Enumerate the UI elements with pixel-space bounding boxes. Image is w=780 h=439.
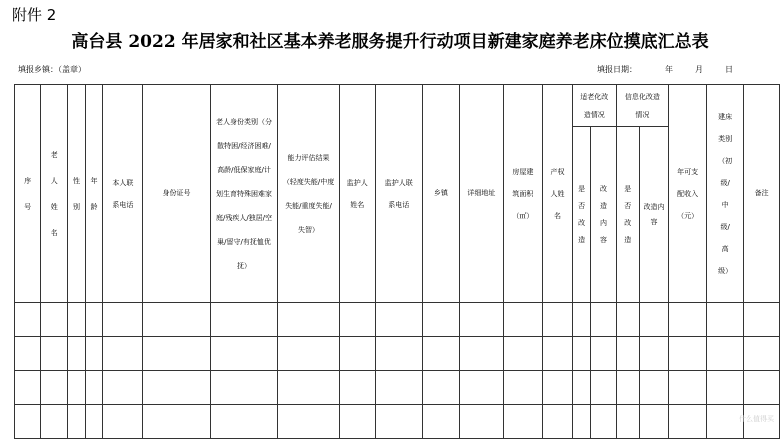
table-cell[interactable] (375, 303, 422, 337)
header-income: 年可支配收入（元） (669, 85, 707, 303)
table-cell[interactable] (639, 337, 668, 371)
fill-date (597, 64, 733, 75)
table-cell[interactable] (707, 303, 744, 337)
table-cell[interactable] (210, 303, 278, 337)
table-cell[interactable] (707, 337, 744, 371)
header-id-no: 身份证号 (143, 85, 210, 303)
table-cell[interactable] (375, 405, 422, 439)
header-assessment: 能力评估结果（轻度失能/中度失能/重度失能/失智） (278, 85, 339, 303)
header-info-mod-group: 信息化改造情况 (616, 85, 669, 127)
table-cell[interactable] (639, 371, 668, 405)
table-cell[interactable] (460, 303, 503, 337)
table-cell[interactable] (375, 337, 422, 371)
table-cell[interactable] (543, 337, 573, 371)
table-cell[interactable] (744, 303, 780, 337)
table-cell[interactable] (210, 337, 278, 371)
table-cell[interactable] (143, 337, 210, 371)
fill-date-day: 日 (725, 65, 733, 74)
header-elder-name: 老人姓名 (41, 85, 68, 303)
table-cell[interactable] (460, 405, 503, 439)
table-cell[interactable] (616, 405, 639, 439)
survey-table (14, 84, 780, 439)
table-cell[interactable] (339, 303, 375, 337)
table-cell[interactable] (591, 405, 616, 439)
table-cell[interactable] (591, 337, 616, 371)
table-cell[interactable] (572, 303, 591, 337)
table-cell[interactable] (543, 371, 573, 405)
header-aging-mod-group: 适老化改造情况 (572, 85, 616, 127)
table-row (15, 337, 780, 371)
table-cell[interactable] (639, 303, 668, 337)
table-cell[interactable] (103, 337, 143, 371)
table-cell[interactable] (503, 303, 543, 337)
table-cell[interactable] (41, 405, 68, 439)
table-cell[interactable] (339, 405, 375, 439)
table-cell[interactable] (41, 337, 68, 371)
header-age: 年龄 (85, 85, 103, 303)
table-cell[interactable] (278, 405, 339, 439)
fill-date-month: 月 (695, 65, 703, 74)
header-info-mod-content: 改造内容 (639, 127, 668, 303)
page-title: 高台县 2022 年居家和社区基本养老服务提升行动项目新建家庭养老床位摸底汇总表 (71, 32, 709, 52)
table-cell[interactable] (744, 337, 780, 371)
table-cell[interactable] (278, 371, 339, 405)
table-cell[interactable] (616, 337, 639, 371)
table-cell[interactable] (278, 337, 339, 371)
table-cell[interactable] (591, 371, 616, 405)
table-cell[interactable] (103, 303, 143, 337)
table-cell[interactable] (68, 405, 86, 439)
table-cell[interactable] (707, 371, 744, 405)
table-cell[interactable] (15, 337, 41, 371)
table-cell[interactable] (422, 371, 460, 405)
table-cell[interactable] (143, 405, 210, 439)
table-cell[interactable] (85, 337, 103, 371)
table-cell[interactable] (669, 405, 707, 439)
table-cell[interactable] (543, 405, 573, 439)
table-cell[interactable] (460, 337, 503, 371)
table-cell[interactable] (143, 371, 210, 405)
header-aging-mod-yes: 是否改造 (572, 127, 591, 303)
table-cell[interactable] (339, 371, 375, 405)
table-cell[interactable] (422, 303, 460, 337)
table-cell[interactable] (669, 337, 707, 371)
table-row (15, 371, 780, 405)
header-address: 详细地址 (460, 85, 503, 303)
header-phone: 本人联系电话 (103, 85, 143, 303)
table-cell[interactable] (210, 405, 278, 439)
table-cell[interactable] (503, 337, 543, 371)
table-cell[interactable] (339, 337, 375, 371)
table-body (15, 303, 780, 439)
table-cell[interactable] (572, 405, 591, 439)
header-seq: 序号 (15, 85, 41, 303)
table-cell[interactable] (68, 337, 86, 371)
table-cell[interactable] (375, 371, 422, 405)
table-cell[interactable] (669, 303, 707, 337)
fill-date-year: 年 (665, 65, 673, 74)
table-cell[interactable] (460, 371, 503, 405)
table-cell[interactable] (744, 371, 780, 405)
table-cell[interactable] (278, 303, 339, 337)
header-guardian-phone: 监护人联系电话 (375, 85, 422, 303)
table-cell[interactable] (422, 337, 460, 371)
table-row (15, 405, 780, 439)
header-gender: 性别 (68, 85, 86, 303)
table-cell[interactable] (572, 371, 591, 405)
header-info-mod-yes: 是否改造 (616, 127, 639, 303)
attachment-label: 附件 2 (12, 6, 57, 24)
header-township: 乡镇 (422, 85, 460, 303)
table-cell[interactable] (68, 303, 86, 337)
table-cell[interactable] (85, 303, 103, 337)
fill-township-label: 填报乡镇：（盖章） (18, 65, 86, 74)
table-cell[interactable] (503, 405, 543, 439)
table-cell[interactable] (85, 371, 103, 405)
table-cell[interactable] (15, 371, 41, 405)
fill-date-label: 填报日期： (597, 65, 637, 74)
table-cell[interactable] (210, 371, 278, 405)
table-cell[interactable] (669, 371, 707, 405)
header-aging-mod-content: 改造内容 (591, 127, 616, 303)
table-cell[interactable] (616, 303, 639, 337)
table-cell[interactable] (616, 371, 639, 405)
header-remark: 备注 (744, 85, 780, 303)
table-cell[interactable] (15, 405, 41, 439)
table-cell[interactable] (68, 371, 86, 405)
header-guardian-name: 监护人姓名 (339, 85, 375, 303)
table-cell[interactable] (103, 405, 143, 439)
table-cell[interactable] (103, 371, 143, 405)
table-cell[interactable] (422, 405, 460, 439)
table-cell[interactable] (41, 371, 68, 405)
watermark: 什么值得买 (739, 415, 774, 423)
table-cell[interactable] (143, 303, 210, 337)
table-cell[interactable] (543, 303, 573, 337)
header-category: 老人身份类别（分散特困/经济困难/高龄/低保家庭/计划生育特殊困难家庭/残疾人/独居/空巢/留守/有抚恤优抚） (210, 85, 278, 303)
header-bed-type: 建床类别（初级/中级/高级） (707, 85, 744, 303)
table-cell[interactable] (591, 303, 616, 337)
header-owner: 产权人姓名 (543, 85, 573, 303)
header-area: 房屋建筑面积（㎡） (503, 85, 543, 303)
table-cell[interactable] (503, 371, 543, 405)
table-cell[interactable] (41, 303, 68, 337)
table-row (15, 303, 780, 337)
table-cell[interactable] (639, 405, 668, 439)
table-cell[interactable] (85, 405, 103, 439)
table-cell[interactable] (15, 303, 41, 337)
table-cell[interactable] (572, 337, 591, 371)
